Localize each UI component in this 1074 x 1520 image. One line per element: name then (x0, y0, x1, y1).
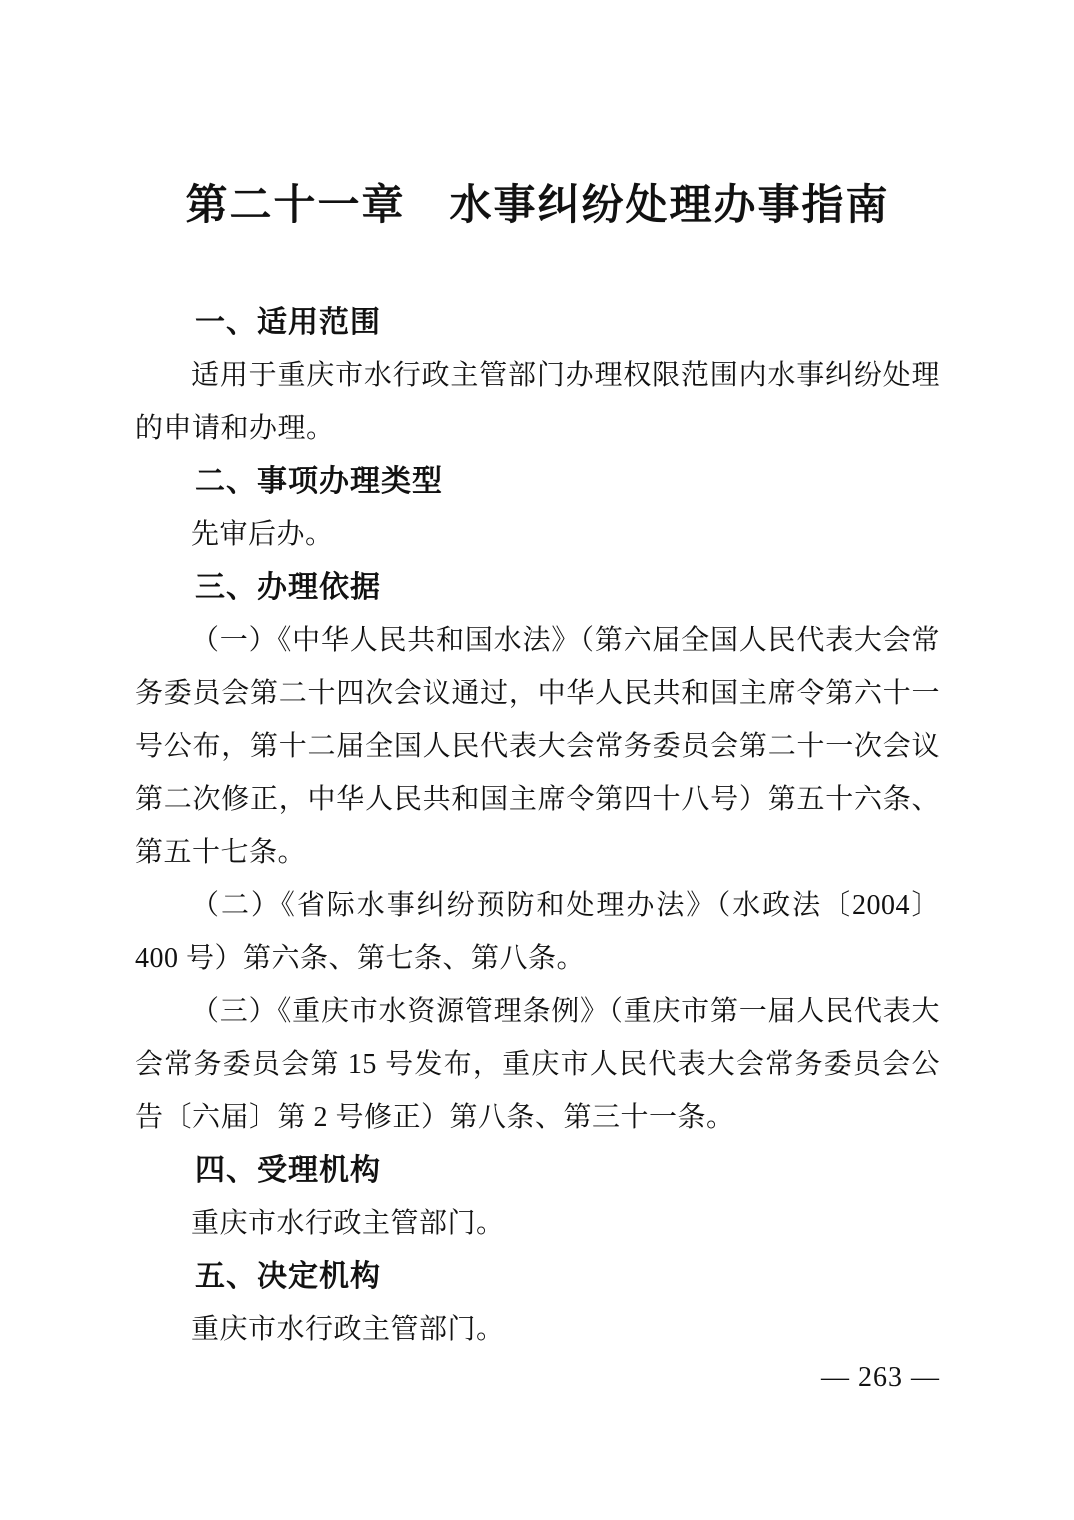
section-legal-basis (135, 561, 940, 1144)
paragraph: （三）《重庆市水资源管理条例》（重庆市第一届人民代表大会常务委员会第 15 号发布，重庆市人民代表大会常务委员会公告〔六届〕第 2 号修正）第八条、第三十一条。 (135, 996, 940, 1133)
section-heading-handling-type: 二、事项办理类型 (195, 465, 443, 498)
paragraph: 重庆市水行政主管部门。 (191, 1208, 505, 1239)
document-body (135, 296, 940, 1356)
paragraph: 重庆市水行政主管部门。 (191, 1314, 505, 1345)
chapter-title: 第二十一章 水事纠纷处理办事指南 (185, 183, 890, 229)
section-heading-deciding-authority: 五、决定机构 (195, 1260, 381, 1293)
page-number: — 263 — (821, 1362, 940, 1393)
section-deciding-authority (135, 1250, 940, 1356)
section-accepting-authority (135, 1144, 940, 1250)
paragraph: 先审后办。 (191, 519, 334, 550)
section-heading-applicable-scope: 一、适用范围 (195, 306, 381, 339)
section-handling-type (135, 455, 940, 561)
section-heading-accepting-authority: 四、受理机构 (195, 1154, 381, 1187)
paragraph: 适用于重庆市水行政主管部门办理权限范围内水事纠纷处理的申请和办理。 (135, 360, 940, 444)
section-heading-legal-basis: 三、办理依据 (195, 571, 381, 604)
paragraph: （二）《省际水事纠纷预防和处理办法》（水政法〔2004〕400 号）第六条、第七条、第八条。 (135, 890, 940, 974)
paragraph: （一）《中华人民共和国水法》（第六届全国人民代表大会常务委员会第二十四次会议通过，中华人民共和国主席令第六十一号公布，第十二届全国人民代表大会常务委员会第二十一次会议第二次修正，中华人民共和国主席令第四十八号）第五十六条、第五十七条。 (135, 625, 940, 868)
section-applicable-scope (135, 296, 940, 455)
